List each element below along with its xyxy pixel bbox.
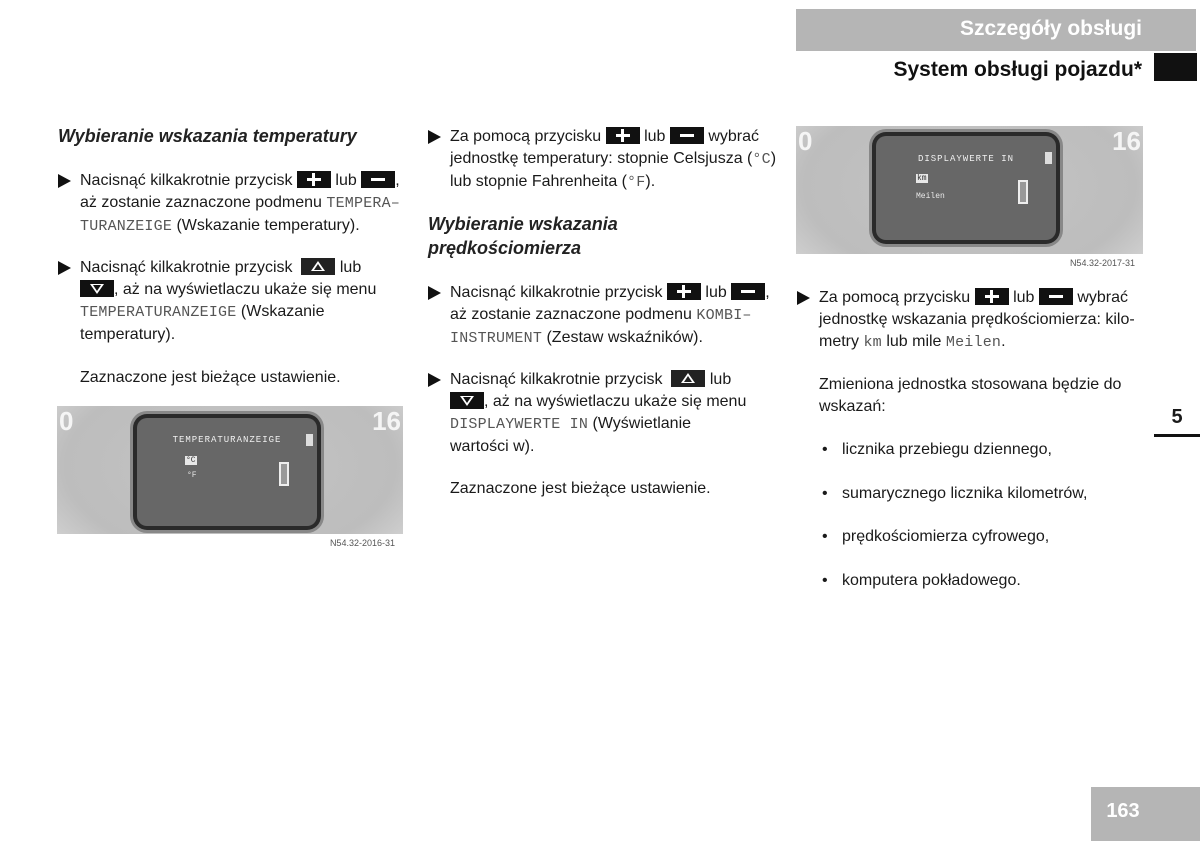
scrollbar-icon: [279, 462, 289, 486]
step-text: lub: [705, 284, 727, 301]
step-text: ,: [765, 284, 770, 301]
step-text: wybrać: [708, 128, 760, 145]
step-text: (Wyświetlanie: [592, 415, 692, 432]
figure-speed-unit-display: [796, 126, 1143, 271]
screen-title: TEMPERATURANZEIGE: [172, 435, 282, 445]
step-text: aż zostanie zaznaczone podmenu: [80, 194, 322, 211]
display-code: INSTRUMENT: [450, 330, 543, 347]
note-current-setting-2: Zaznaczone jest bieżące ustawienie.: [450, 480, 711, 497]
step-text: Za pomocą przycisku: [450, 128, 602, 145]
minus-button-icon: [1039, 288, 1073, 305]
paragraph-line: wskazań:: [819, 398, 886, 415]
step-text: metry: [819, 333, 859, 350]
list-item: • komputera pokładowego.: [820, 570, 1150, 614]
display-code: °C: [752, 151, 771, 168]
step-text: .: [1001, 333, 1006, 350]
header-marker-block: [1154, 53, 1197, 81]
step-text: aż zostanie zaznaczone podmenu: [450, 306, 692, 323]
dial-number: 16: [372, 406, 401, 436]
display-code: KOMBI–: [696, 307, 752, 324]
heading-line: Wybieranie wskazania: [428, 214, 618, 234]
display-code: °F: [627, 174, 646, 191]
bullet-list-displays: [820, 439, 1150, 613]
list-item: • prędkościomierza cyfrowego,: [820, 526, 1150, 570]
display-screen: [876, 136, 1056, 240]
display-code: TEMPERATURANZEIGE: [80, 304, 237, 321]
up-button-icon: [671, 370, 705, 387]
step-temperature-unit: [450, 126, 780, 194]
step-arrow-icon: [428, 286, 441, 300]
step-text: Nacisnąć kilkakrotnie przycisk: [80, 172, 293, 189]
chapter-tab: [1154, 404, 1200, 437]
dial-number: 0: [59, 406, 74, 436]
display-code: TURANZEIGE: [80, 218, 173, 235]
step-text: (Wskazanie temperatury).: [176, 217, 360, 234]
section-title: Szczegóły obsługi: [959, 17, 1142, 40]
display-code: TEMPERA–: [326, 195, 401, 212]
screen-selected-option: °C: [186, 456, 196, 465]
step-speed-unit: [819, 287, 1154, 354]
dial-number: 16: [1112, 126, 1141, 156]
display-screen: [137, 418, 317, 526]
step-arrow-icon: [797, 291, 810, 305]
scrollbar-icon: [1018, 180, 1028, 204]
minus-button-icon: [731, 283, 765, 300]
up-button-icon: [301, 258, 335, 275]
figure-caption: N54.32-2016-31: [329, 538, 395, 548]
minus-button-icon: [670, 127, 704, 144]
plus-button-icon: [975, 288, 1009, 305]
step-text: wartości w).: [450, 438, 535, 455]
step-text: (Zestaw wskaźników).: [546, 329, 703, 346]
display-code: km: [863, 334, 882, 351]
step-text: (Wskazanie: [240, 303, 325, 320]
step-text: Za pomocą przycisku: [819, 289, 971, 306]
heading-line: prędkościomierza: [428, 238, 582, 258]
screen-option: °F: [187, 471, 197, 480]
down-button-icon: [450, 392, 484, 409]
step-speedometer-1: [450, 282, 780, 350]
step-text: , aż na wyświetlaczu ukaże się menu: [484, 393, 747, 410]
step-temperature-1: [80, 170, 410, 238]
plus-button-icon: [606, 127, 640, 144]
screen-title: DISPLAYWERTE IN: [917, 154, 1014, 164]
list-item: • sumarycznego licznika kilometrów,: [820, 483, 1150, 527]
step-temperature-2: [80, 257, 410, 346]
step-text: jednostkę temperatury: stopnie Celsjusza (: [450, 150, 753, 167]
section-header-bar: [796, 9, 1196, 51]
step-arrow-icon: [428, 373, 441, 387]
display-code: DISPLAYWERTE IN: [450, 416, 589, 433]
step-text: ,: [395, 172, 400, 189]
paragraph-unit-applies: [819, 374, 1121, 418]
page-number-box: [1091, 787, 1200, 841]
step-text: lub: [709, 371, 732, 388]
screen-selected-option: km: [917, 174, 927, 183]
figure-temperature-display: [57, 406, 403, 551]
down-button-icon: [80, 280, 114, 297]
menu-corner-icon: [1045, 152, 1052, 164]
step-text: Nacisnąć kilkakrotnie przycisk: [450, 284, 663, 301]
step-text: lub: [339, 259, 362, 276]
note-current-setting: Zaznaczone jest bieżące ustawienie.: [80, 369, 341, 386]
list-item: • licznika przebiegu dziennego,: [820, 439, 1150, 483]
page-title: System obsługi pojazdu*: [893, 58, 1142, 81]
step-text: temperatury).: [80, 326, 176, 343]
step-text: ).: [645, 173, 656, 190]
step-arrow-icon: [428, 130, 441, 144]
step-text: Nacisnąć kilkakrotnie przycisk: [450, 371, 663, 388]
step-text: Nacisnąć kilkakrotnie przycisk: [80, 259, 293, 276]
minus-button-icon: [361, 171, 395, 188]
step-text: lub: [644, 128, 666, 145]
step-arrow-icon: [58, 261, 71, 275]
page-number: 163: [1106, 800, 1140, 822]
step-text: lub: [335, 172, 357, 189]
plus-button-icon: [667, 283, 701, 300]
heading-speedometer: [428, 212, 618, 260]
step-arrow-icon: [58, 174, 71, 188]
screen-option: Meilen: [916, 192, 945, 201]
menu-corner-icon: [306, 434, 313, 446]
heading-temperature: Wybieranie wskazania temperatury: [58, 126, 357, 146]
step-text: lub mile: [886, 333, 942, 350]
paragraph-line: Zmieniona jednostka stosowana będzie do: [819, 376, 1122, 393]
step-text: lub: [1013, 289, 1035, 306]
display-code: Meilen: [945, 334, 1002, 351]
chapter-number: 5: [1171, 406, 1183, 428]
step-text: ): [770, 150, 777, 167]
figure-caption: N54.32-2017-31: [1069, 258, 1135, 268]
step-text: wybrać: [1077, 289, 1129, 306]
step-speedometer-2: [450, 369, 780, 458]
plus-button-icon: [297, 171, 331, 188]
step-text: lub stopnie Fahrenheita (: [450, 173, 627, 190]
step-text: jednostkę wskazania prędkościomierza: kilo-: [819, 311, 1135, 328]
dial-number: 0: [798, 126, 813, 156]
step-text: , aż na wyświetlaczu ukaże się menu: [114, 281, 377, 298]
